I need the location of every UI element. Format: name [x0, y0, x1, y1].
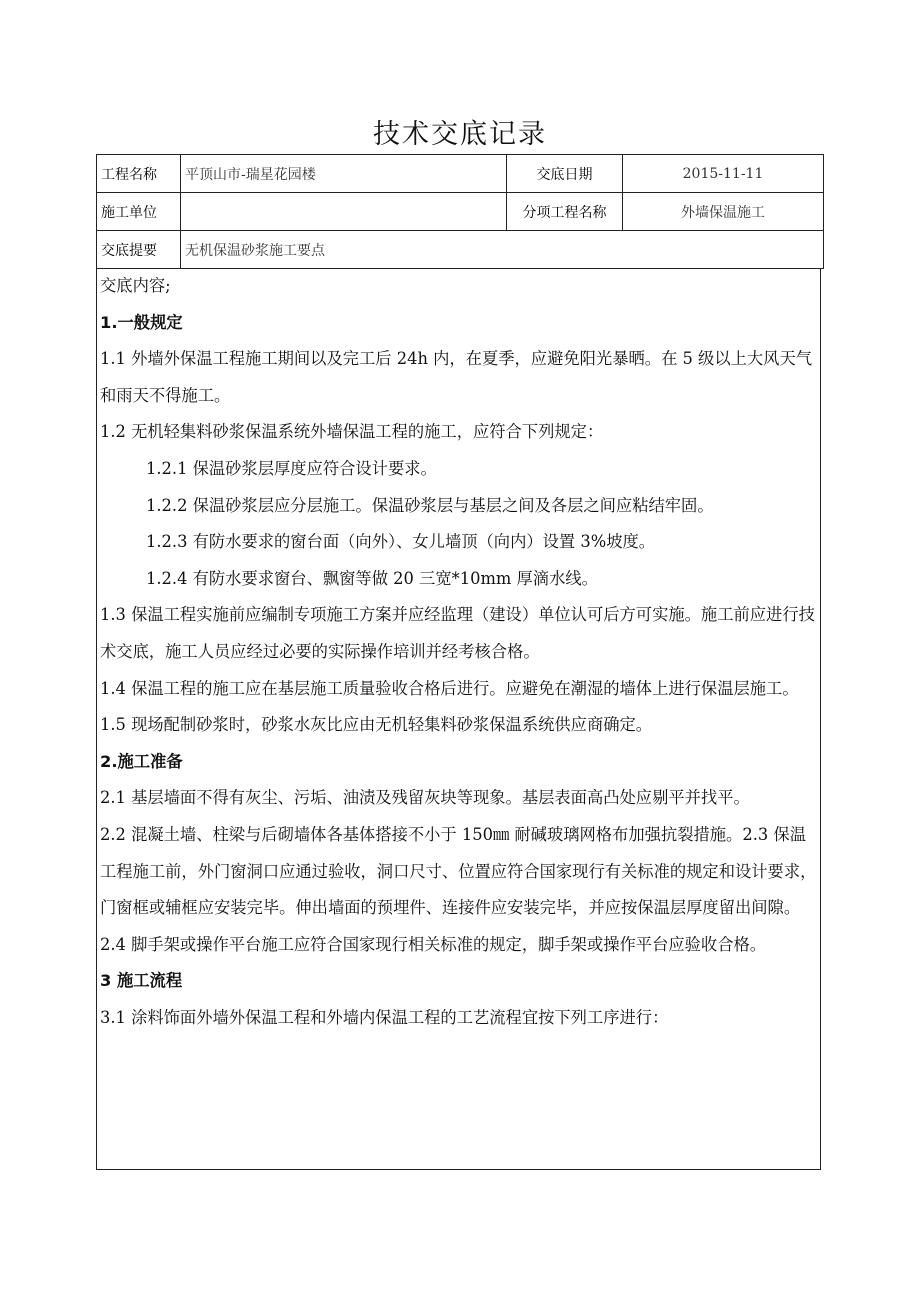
paragraph-1-5: 1.5 现场配制砂浆时，砂浆水灰比应由无机轻集料砂浆保温系统供应商确定。 — [100, 715, 653, 735]
subproject-value: 外墙保温施工 — [623, 193, 824, 231]
header-row-summary — [97, 231, 824, 269]
section-3-title: 3 施工流程 — [100, 971, 183, 991]
unit-label: 施工单位 — [97, 193, 181, 231]
paragraph-1-4: 1.4 保温工程的施工应在基层施工质量验收合格后进行。应避免在潮湿的墙体上进行保温层施工。 — [100, 678, 799, 698]
paragraph-1-2-2: 1.2.2 保温砂浆层应分层施工。保温砂浆层与基层之间及各层之间应粘结牢固。 — [146, 495, 714, 515]
date-label: 交底日期 — [507, 155, 623, 193]
paragraph-1-2-1: 1.2.1 保温砂浆层厚度应符合设计要求。 — [146, 458, 437, 478]
paragraph-1-2-4: 1.2.4 有防水要求窗台、飘窗等做 20 三宽*10mm 厚滴水线。 — [146, 568, 598, 588]
paragraph-2-2: 2.2 混凝土墙、柱梁与后砌墙体各基体搭接不小于 150㎜ 耐碱玻璃网格布加强抗裂措施。2.3 保温工程施工前，外门窗洞口应通过验收，洞口尺寸、位置应符合国家现行有关标准的规定和设计要求，门窗框或辅框应安装完毕。伸出墙面的预埋件、连接件应安装完毕，并应按保温层厚度留出间隙。 — [100, 824, 817, 918]
paragraph-1-2-3: 1.2.3 有防水要求的窗台面（向外）、女儿墙顶（向内）设置 3%坡度。 — [146, 532, 656, 552]
summary-label: 交底提要 — [97, 231, 181, 269]
unit-value — [181, 193, 507, 231]
paragraph-1-3: 1.3 保温工程实施前应编制专项施工方案并应经监理（建设）单位认可后方可实施。施工前应进行技术交底，施工人员应经过必要的实际操作培训并经考核合格。 — [100, 605, 815, 661]
subproject-label: 分项工程名称 — [507, 193, 623, 231]
header-row-unit — [97, 193, 824, 231]
section-2-title: 2.施工准备 — [100, 751, 183, 771]
content-box — [96, 268, 821, 1170]
paragraph-2-1: 2.1 基层墙面不得有灰尘、污垢、油渍及残留灰块等现象。基层表面高凸处应剔平并找平。 — [100, 788, 750, 808]
paragraph-2-4: 2.4 脚手架或操作平台施工应符合国家现行相关标准的规定，脚手架或操作平台应验收合格。 — [100, 934, 767, 954]
header-row-project — [97, 155, 824, 193]
paragraph-3-1: 3.1 涂料饰面外墙外保温工程和外墙内保温工程的工艺流程宜按下列工序进行： — [100, 1007, 669, 1027]
header-table — [96, 154, 824, 269]
content-intro: 交底内容; — [100, 276, 171, 295]
date-value: 2015-11-11 — [623, 155, 824, 193]
paragraph-1-1: 1.1 外墙外保温工程施工期间以及完工后 24h 内，在夏季，应避免阳光暴晒。在 5 级以上大风天气和雨天不得施工。 — [100, 349, 813, 405]
summary-value: 无机保温砂浆施工要点 — [181, 231, 824, 269]
project-name-label: 工程名称 — [97, 155, 181, 193]
document-title: 技术交底记录 — [373, 119, 547, 150]
project-name-value: 平顶山市-瑞星花园楼 — [181, 155, 507, 193]
section-1-title: 1.一般规定 — [100, 312, 183, 332]
paragraph-1-2: 1.2 无机轻集料砂浆保温系统外墙保温工程的施工，应符合下列规定： — [100, 422, 604, 442]
